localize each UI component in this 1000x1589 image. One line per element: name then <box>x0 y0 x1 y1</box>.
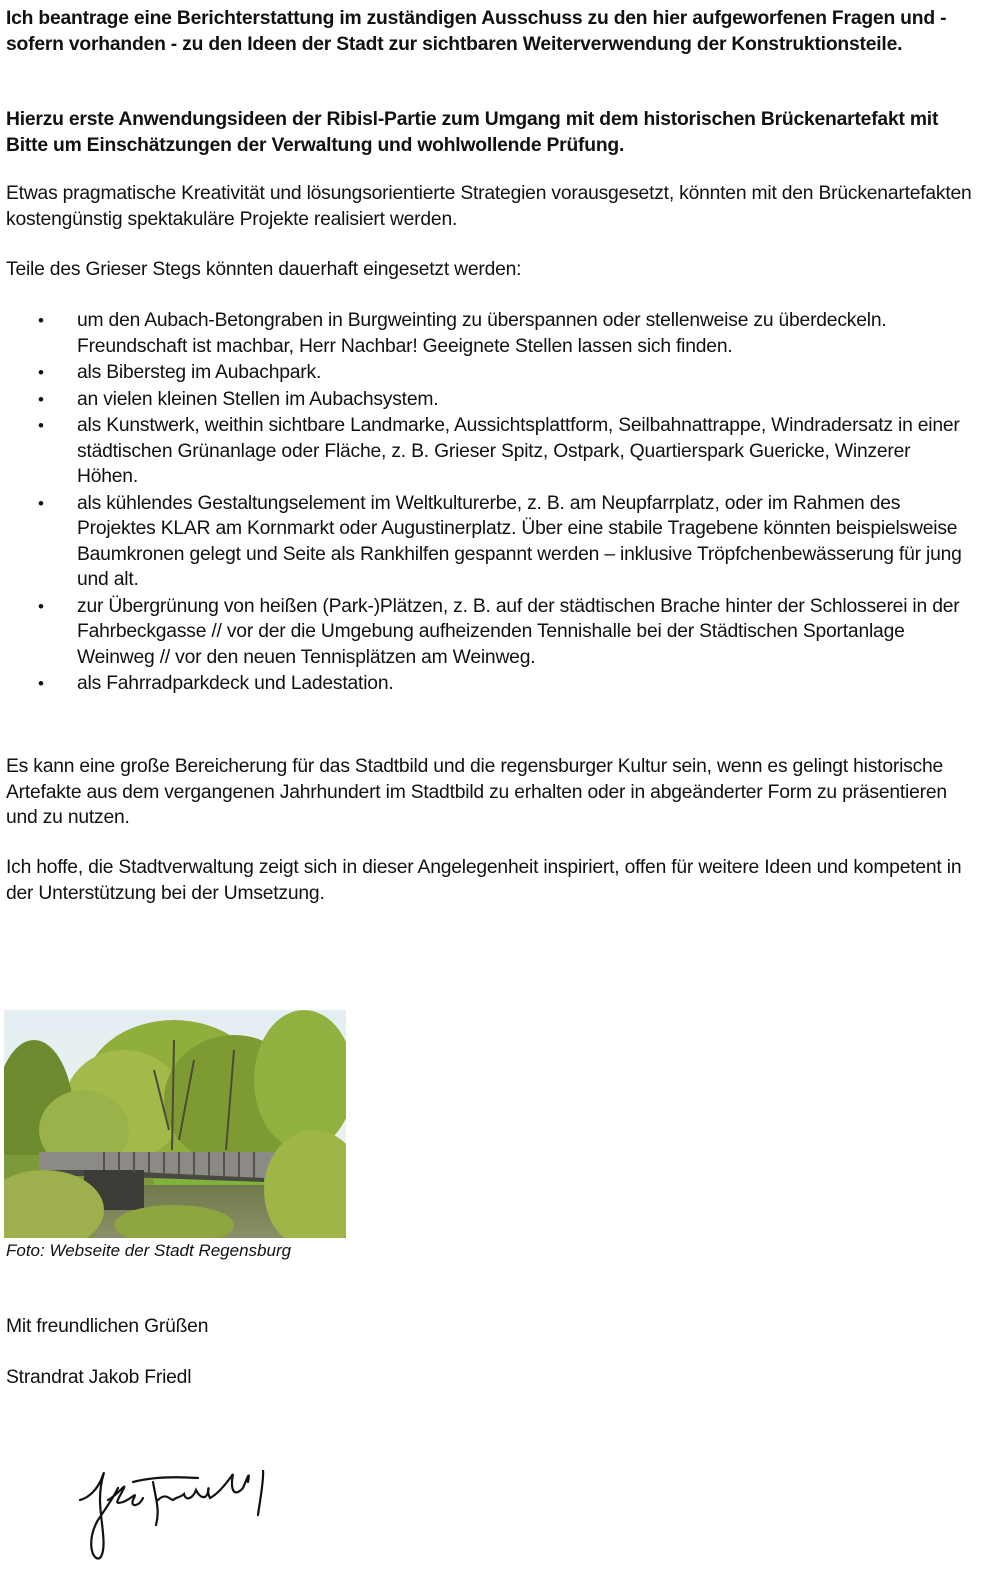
bullet-icon: • <box>38 674 44 693</box>
list-item <box>0 671 967 697</box>
bullet-icon: • <box>38 363 44 382</box>
signature <box>78 1470 298 1570</box>
photo-caption: Foto: Webseite der Stadt Regensburg <box>6 1241 292 1260</box>
enrichment-paragraph: Es kann eine große Bereicherung für das Stadtbild und die regensburger Kultur sein, wenn es gelingt historische Artefakte aus dem vergangenen Jahrhundert im Stadtbild zu erhalten oder in abgeänderter Form zu präsentieren und zu nutzen. <box>6 756 947 828</box>
signatory-name: Strandrat Jakob Friedl <box>6 1367 192 1388</box>
hope-paragraph: Ich hoffe, die Stadtverwaltung zeigt sich in dieser Angelegenheit inspiriert, offen für weitere Ideen und kompetent in der Unterstützung bei der Umsetzung. <box>6 857 962 904</box>
closing-text: Mit freundlichen Grüßen <box>6 1316 209 1337</box>
bullet-icon: • <box>38 596 44 616</box>
ideas-intro-paragraph: Hierzu erste Anwendungsideen der Ribisl-Partie zum Umgang mit dem historischen Brückenartefakt mit Bitte um Einschätzungen der Verwaltung und wohlwollende Prüfung. <box>6 109 939 156</box>
list-item-text: um den Aubach-Betongraben in Burgweinting zu überspannen oder stellenweise zu überdeckeln. Freundschaft ist machbar, Herr Nachbar! Geeignete Stellen lassen sich finden. <box>77 310 887 357</box>
list-item <box>0 413 967 490</box>
list-item-text: an vielen kleinen Stellen im Aubachsystem. <box>77 388 439 410</box>
bullet-icon: • <box>38 389 44 409</box>
creativity-paragraph: Etwas pragmatische Kreativität und lösungsorientierte Strategien vorausgesetzt, könnten mit den Brückenartefakten kostengünstig spektakuläre Projekte realisiert werden. <box>6 183 972 230</box>
list-item <box>0 360 967 386</box>
list-item-text: als Kunstwerk, weithin sichtbare Landmarke, Aussichtsplattform, Seilbahnattrappe, Windradersatz in einer städtischen Grünanlage oder Fläche, z. B. Grieser Spitz, Ostpark, Quartierspark Guericke, Winzerer Höhen. <box>77 415 960 487</box>
usage-ideas-list <box>0 308 990 698</box>
list-item <box>0 308 967 359</box>
bridge-photo <box>4 1010 346 1238</box>
list-item <box>0 387 967 413</box>
list-item-text: als Bibersteg im Aubachpark. <box>77 362 322 383</box>
bullet-icon: • <box>38 416 44 435</box>
request-paragraph: Ich beantrage eine Berichterstattung im zuständigen Ausschuss zu den hier aufgeworfenen Fragen und - sofern vorhanden - zu den Ideen der Stadt zur sichtbaren Weiterverwendung der Konstruktionsteile. <box>6 8 947 55</box>
list-item-text: zur Übergrünung von heißen (Park-)Plätzen, z. B. auf der städtischen Brache hinter der Schlosserei in der Fahrbeckgasse // vor der die Umgebung aufheizenden Tennishalle bei der Städtischen Sportanlage Weinweg // vor den neuen Tennisplätzen am Weinweg. <box>77 595 960 668</box>
list-item <box>0 491 967 593</box>
list-intro-paragraph: Teile des Grieser Stegs könnten dauerhaft eingesetzt werden: <box>6 259 522 280</box>
bullet-icon: • <box>38 493 44 513</box>
list-item-text: als kühlendes Gestaltungselement im Weltkulturerbe, z. B. am Neupfarrplatz, oder im Rahmen des Projektes KLAR am Kornmarkt oder Augustinerplatz. Über eine stabile Tragebene könnten beispielsweise Baumkronen gelegt und Seite als Rankhilfen gespannt werden – inklusive Tröpfchenbewässerung für jung und alt. <box>77 492 962 590</box>
list-item-text: als Fahrradparkdeck und Ladestation. <box>77 673 394 694</box>
list-item <box>0 594 967 671</box>
bullet-icon: • <box>38 311 44 330</box>
